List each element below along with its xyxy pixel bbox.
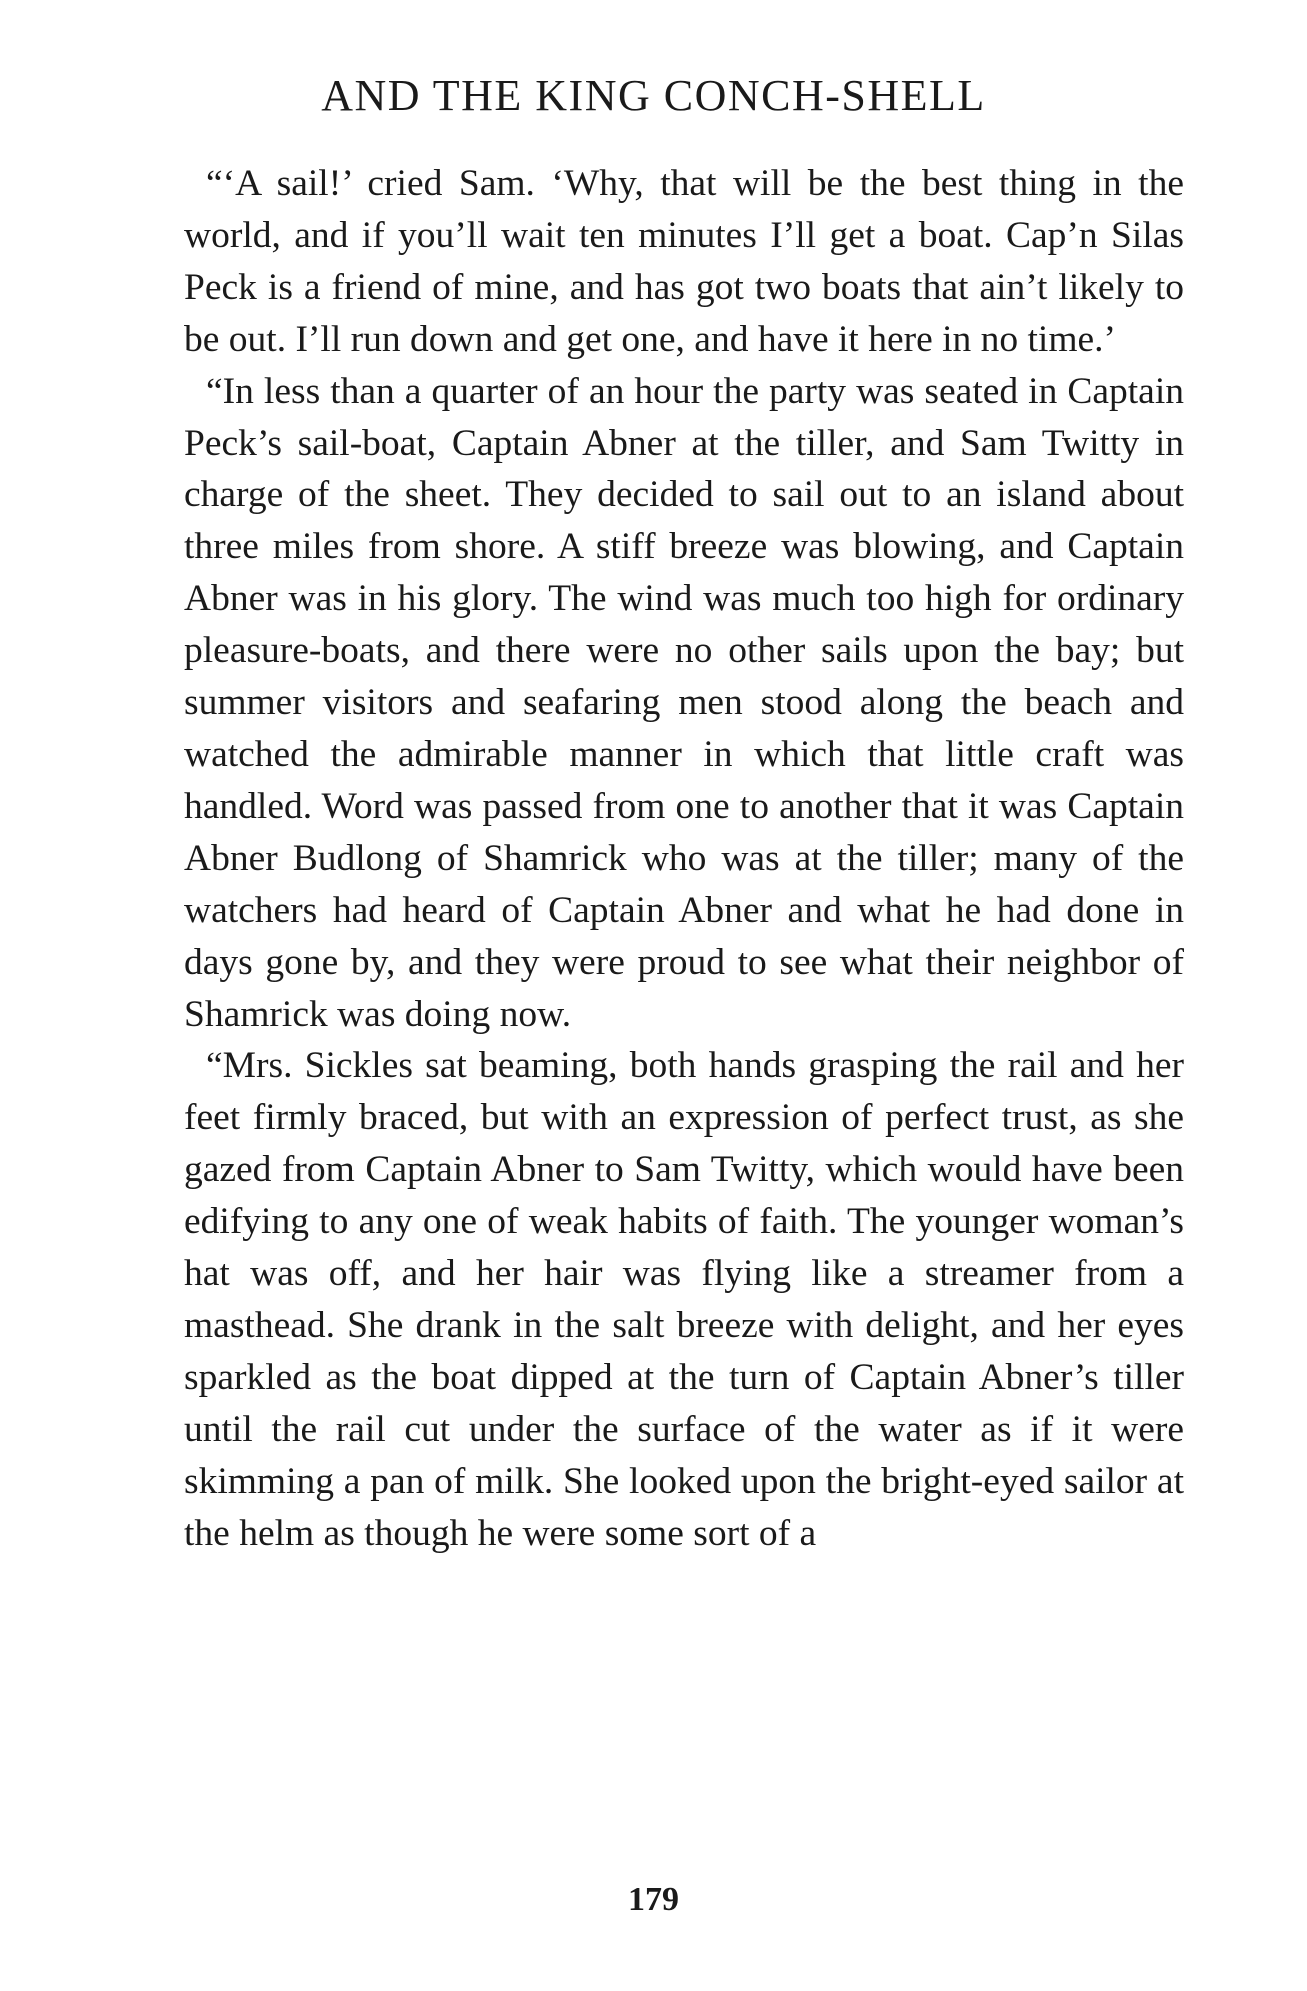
- body-text: [184, 158, 1184, 1559]
- page-number: 179: [628, 1881, 679, 1918]
- running-head: AND THE KING CONCH-SHELL: [321, 71, 986, 120]
- paragraph-3: “Mrs. Sickles sat beaming, both hands grasping the rail and her feet firmly braced, but with an expression of perfect trust, as she gazed from Captain Abner to Sam Twitty, which would have been edifying to any one of weak habits of faith. The younger woman’s hat was off, and her hair was flying like a streamer from a masthead. She drank in the salt breeze with delight, and her eyes sparkled as the boat dipped at the turn of Captain Abner’s tiller until the rail cut under the surface of the water as if it were skimming a pan of milk. She looked upon the bright-eyed sailor at the helm as though he were some sort of a: [184, 1045, 1184, 1554]
- paragraph-2: “In less than a quarter of an hour the party was seated in Captain Peck’s sail-boat, Captain Abner at the tiller, and Sam Twitty in charge of the sheet. They decided to sail out to an island about three miles from shore. A stiff breeze was blowing, and Captain Abner was in his glory. The wind was much too high for ordinary pleasure-boats, and there were no other sails upon the bay; but summer visitors and seafaring men stood along the beach and watched the admirable manner in which that little craft was handled. Word was passed from one to another that it was Captain Abner Budlong of Shamrick who was at the tiller; many of the watchers had heard of Captain Abner and what he had done in days gone by, and they were proud to see what their neighbor of Shamrick was doing now.: [184, 370, 1184, 1035]
- paragraph-1: “‘A sail!’ cried Sam. ‘Why, that will be the best thing in the world, and if you’ll wait ten minutes I’ll get a boat. Cap’n Silas Peck is a friend of mine, and has got two boats that ain’t likely to be out. I’ll run down and get one, and have it here in no time.’: [184, 163, 1184, 360]
